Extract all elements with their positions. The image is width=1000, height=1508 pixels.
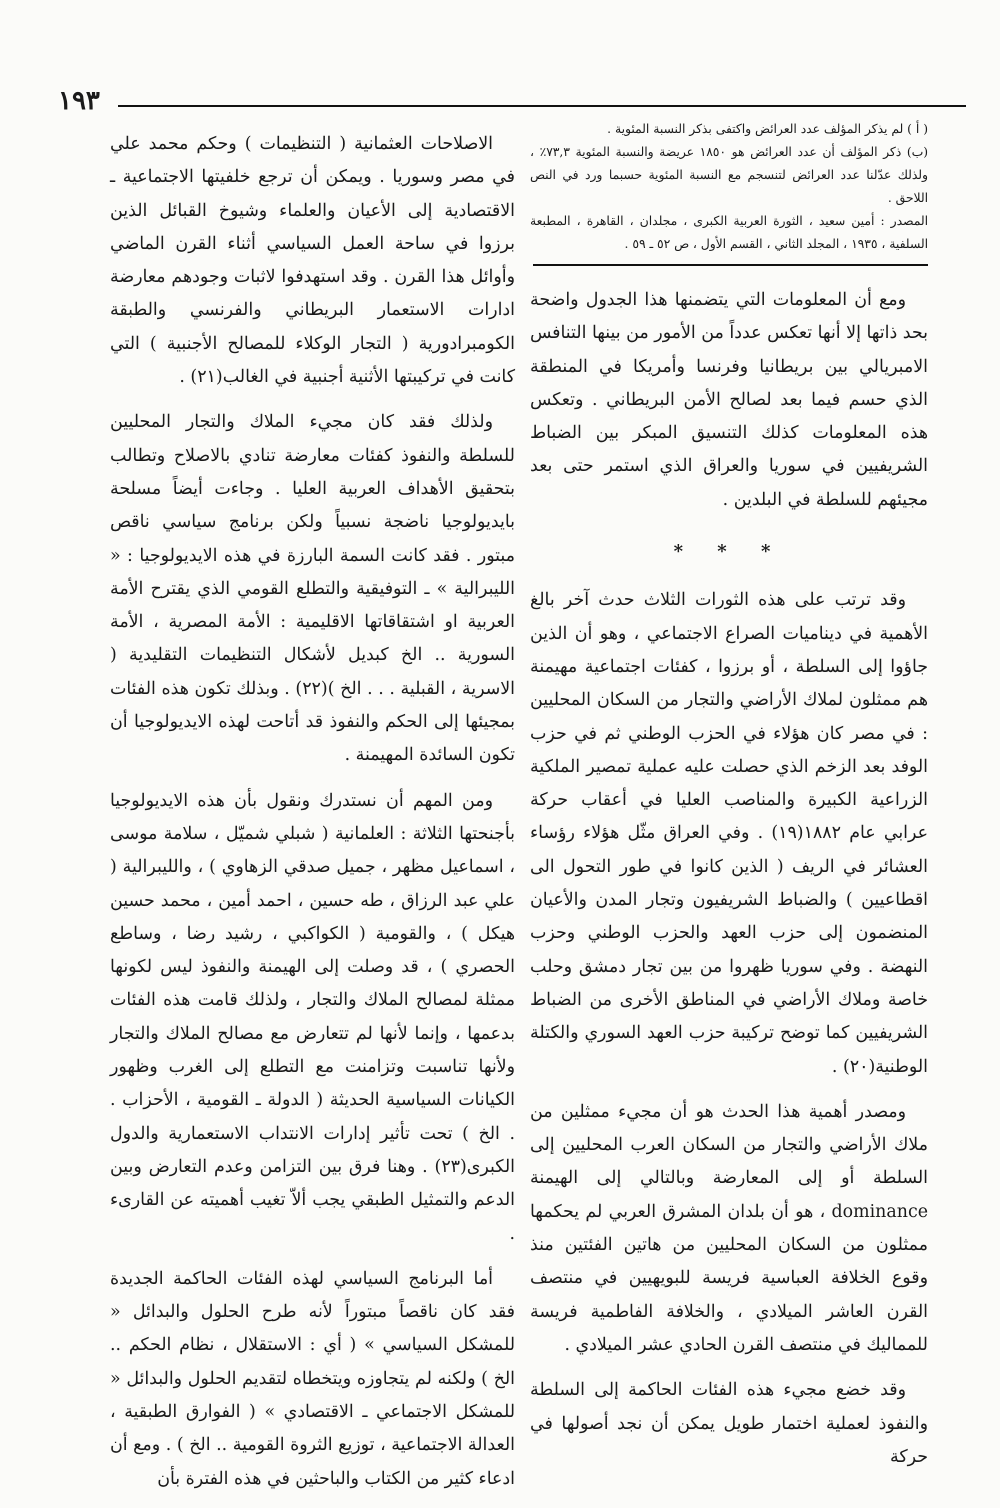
left-column [110, 128, 515, 1508]
page-number: ١٩٣ [58, 86, 100, 116]
paragraph: أما البرنامج السياسي لهذه الفئات الحاكمة الجديدة فقد كان ناقصاً مبتوراً لأنه طرح الحلول والبدائل « للمشكل السياسي » ( أي : الاستقلال ، نظام الحكم .. الخ ) ولكنه لم يتجاوزه ويتخطاه لتقديم الحلول والبدائل « للمشكل الاجتماعي ـ الاقتصادي » ( الفوارق الطبقية ، العدالة الاجتماعية ، توزيع الثروة القومية .. الخ ) . ومع أن ادعاء كثير من الكتاب والباحثين في هذه الفترة بأن [110, 1268, 515, 1489]
table-notes [530, 118, 928, 256]
paragraph: الاصلاحات العثمانية ( التنظيمات ) وحكم محمد علي في مصر وسوريا . ويمكن أن ترجع خلفيتها الاجتماعية ـ الاقتصادية إلى الأعيان والعلماء وشيوخ القبائل الذين برزوا في ساحة العمل السياسي أثناء القرن الماضي وأوائل هذا القرن . وقد استهدفوا لاثبات وجودهم معارضة ادارات الاستعمار البريطاني والفرنسي والطبقة الكومبرادورية ( التجار الوكلاء للمصالح الأجنبية ) التي كانت في تركيبتها الأثنية أجنبية في الغالب(٢١) . [110, 134, 515, 388]
source-note: المصدر : أمين سعيد ، الثورة العربية الكبرى ، مجلدان ، القاهرة ، المطبعة السلفية ، ١٩٣٥ ، المجلد الثاني ، القسم الأول ، ص ٥٢ ـ ٥٩ . [530, 214, 928, 251]
note-b: (ب) ذكر المؤلف أن عدد العرائض هو ١٨٥٠ عريضة والنسبة المئوية ٧٣,٣٪ ، ولذلك عدّلنا عدد العرائض لتنسجم مع النسبة المئوية حسبما ورد في النص اللاحق . [530, 145, 928, 205]
right-column [530, 118, 928, 1486]
paragraph: ولذلك فقد كان مجيء الملاك والتجار المحليين للسلطة والنفوذ كفئات معارضة تنادي بالاصلاح وتطالب بتحقيق الأهداف العربية العليا . وجاءت أيضاً مسلحة بايديولوجيا ناضجة نسبياً ولكن برنامج سياسي ناقص مبتور . فقد كانت السمة البارزة في هذه الايديولوجيا : « الليبرالية » ـ التوفيقية والتطلع القومي الذي يقترح الأمة العربية او اشتقاقاتها الاقليمية : الأمة المصرية ، الأمة السورية .. الخ كبديل لأشكال التنظيمات التقليدية ( الاسرية ، القبلية . . . الخ )(٢٢) . وبذلك تكون هذه الفئات بمجيئها إلى الحكم والنفوذ قد أتاحت لهذه الايديولوجيا أن تكون السائدة المهيمنة . [110, 412, 515, 766]
paragraph: وقد خضع مجيء هذه الفئات الحاكمة إلى السلطة والنفوذ لعملية اختمار طويل يمكن أن نجد أصولها في حركة [530, 1380, 928, 1467]
paragraph: ومصدر أهمية هذا الحدث هو أن مجيء ممثلين من ملاك الأراضي والتجار من السكان العرب المحليين إلى السلطة أو إلى المعارضة وبالتالي إلى الهيمنة dominance ، هو أن بلدان المشرق العربي لم يحكمها ممثلون من السكان المحليين من هاتين الفئتين منذ وقوع الخلافة العباسية فريسة للبويهيين في منتصف القرن العاشر الميلادي ، والخلافة الفاطمية فريسة للمماليك في منتصف القرن الحادي عشر الميلادي . [530, 1101, 928, 1355]
paragraph: ومن المهم أن نستدرك ونقول بأن هذه الايديولوجيا بأجنحتها الثلاثة : العلمانية ( شبلي شميّل ، سلامة موسى ، اسماعيل مظهر ، جميل صدقي الزهاوي ) ، والليبرالية ( علي عبد الرزاق ، طه حسين ، احمد أمين ، محمد حسين هيكل ) ، والقومية ( الكواكبي ، رشيد رضا ، وساطع الحصري ) ، قد وصلت إلى الهيمنة والنفوذ ليس لكونها ممثلة لمصالح الملاك والتجار ، ولذلك قامت هذه الفئات بدعمها ، وإنما لأنها لم تتعارض مع مصالح الملاك والتجار ولأنها تناسبت وتزامنت مع التطلع إلى الغرب وظهور الكيانات السياسية الحديثة ( الدولة ـ القومية ، الأحزاب . . الخ ) تحت تأثير إدارات الانتداب الاستعمارية والدول الكبرى(٢٣) . وهنا فرق بين التزامن وعدم التعارض وبين الدعم والتمثيل الطبقي يجب ألاّ تغيب أهميته عن القارىء . [110, 790, 515, 1244]
note-a: ( أ ) لم يذكر المؤلف عدد العرائض واكتفى بذكر النسبة المئوية . [607, 122, 928, 136]
paragraph: وقد ترتب على هذه الثورات الثلاث حدث آخر بالغ الأهمية في ديناميات الصراع الاجتماعي ، وهو أن الذين جاؤوا إلى السلطة ، أو برزوا ، كفئات اجتماعية مهيمنة هم ممثلون لملاك الأراضي والتجار من السكان المحليين : في مصر كان هؤلاء في الحزب الوطني ثم في حزب الوفد بعد الزخم الذي حصلت عليه عملية تمصير الملكية الزراعية الكبيرة والمناصب العليا في أعقاب حركة عرابي عام ١٨٨٢(١٩) . وفي العراق مثّل هؤلاء رؤساء العشائر في الريف ( الذين كانوا في طور التحول الى اقطاعيين ) والضباط الشريفيون وتجار المدن والأعيان المنضمون إلى حزب العهد والحزب الوطني وحزب النهضة . وفي سوريا ظهروا من بين تجار دمشق وحلب خاصة وملاك الأراضي في المناطق الأخرى من الضباط الشريفيين كما توضح تركيبة حزب العهد السوري والكتلة الوطنية(٢٠) . [530, 590, 928, 1077]
section-separator: * * * [673, 541, 785, 563]
header-rule [118, 105, 966, 107]
paragraph: ومع أن المعلومات التي يتضمنها هذا الجدول واضحة بحد ذاتها إلا أنها تعكس عدداً من الأمور من بينها التنافس الامبريالي بين بريطانيا وفرنسا وأمريكا في المنطقة الذي حسم فيما بعد لصالح الأمن البريطاني . وتعكس هذه المعلومات كذلك التنسيق المبكر بين الضباط الشريفيين في سوريا والعراق الذي استمر حتى بعد مجيئهم للسلطة في البلدين . [530, 290, 928, 510]
notes-rule [533, 264, 928, 266]
